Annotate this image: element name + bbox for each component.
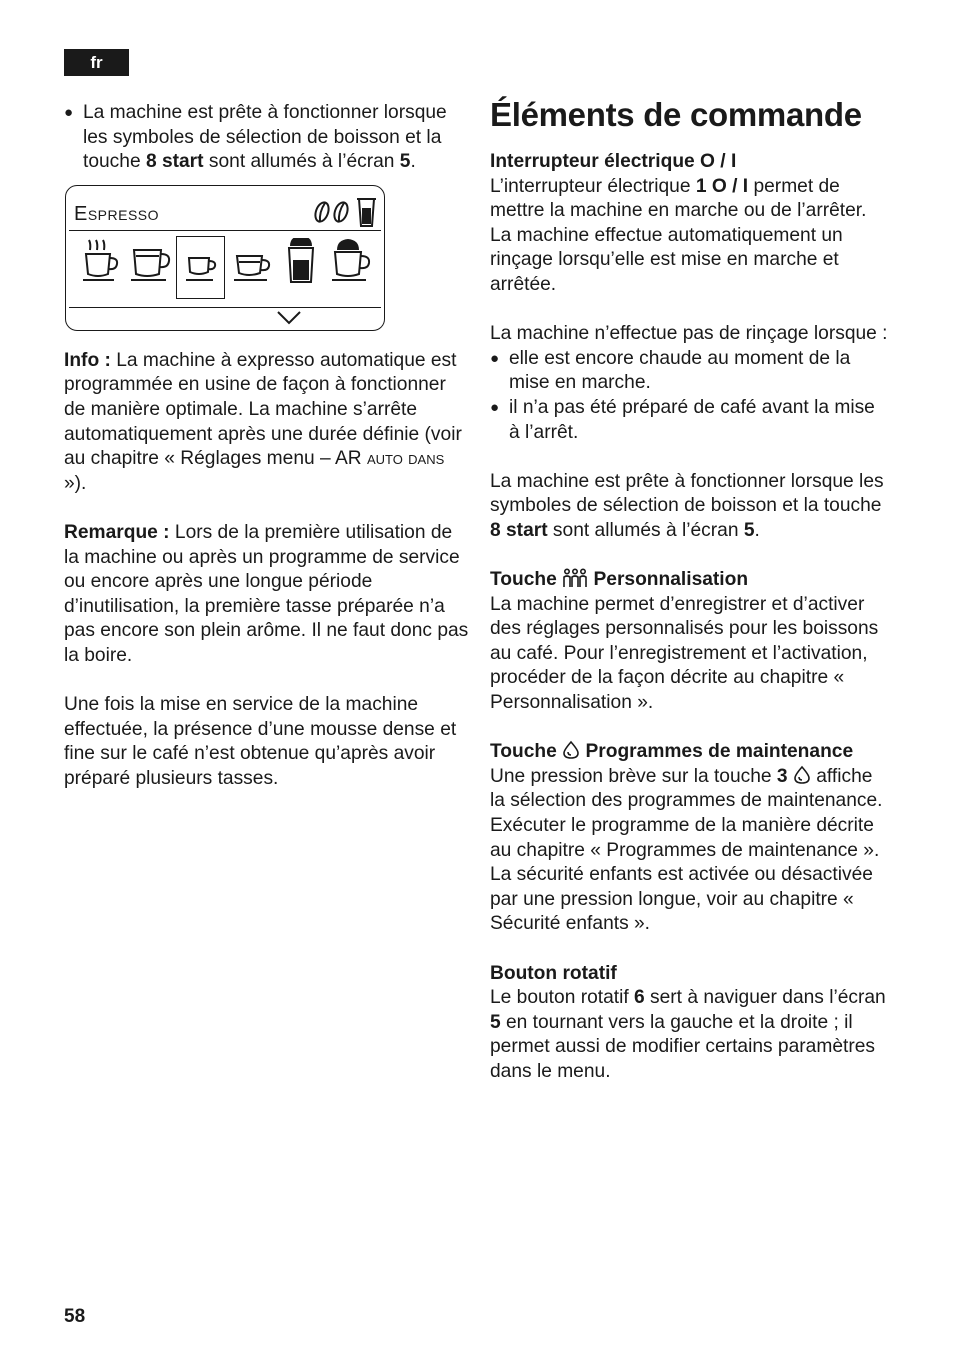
- bold-text: 3: [776, 765, 788, 787]
- remarque-paragraph: [64, 521, 469, 669]
- list-item: ● elle est encore chaude au moment de la mise en marche.: [490, 347, 890, 396]
- interrupteur-section: [490, 150, 890, 298]
- text: Le bouton rotatif: [490, 987, 635, 1009]
- cappuccino-icon[interactable]: [330, 238, 372, 288]
- display-panel: [65, 185, 385, 331]
- section-heading: [490, 569, 748, 590]
- bold-text: 5: [490, 1011, 501, 1033]
- text: .: [754, 519, 760, 541]
- text: Touche: [490, 569, 563, 591]
- bouton-section: [490, 962, 890, 1085]
- text: »).: [64, 472, 87, 494]
- text: Personnalisation: [588, 569, 749, 591]
- mousse-paragraph: Une fois la mise en service de la machine effectuée, la présence d’une mousse dense et fine sur le café n’est obtenue qu’après avoir préparé plusieurs tasses.: [64, 694, 457, 789]
- text: Touche: [490, 741, 563, 763]
- left-column: [64, 101, 469, 791]
- menu-term: auto dans: [366, 448, 445, 470]
- text: Une pression brève sur la touche: [490, 765, 777, 787]
- page-title: Éléments de commande: [490, 96, 862, 133]
- remarque-label: Remarque :: [64, 521, 170, 543]
- section-heading: Bouton rotatif: [490, 962, 617, 984]
- maintenance-section: [490, 740, 890, 937]
- personalisation-icon: [562, 568, 588, 588]
- page-number: 58: [64, 1306, 86, 1327]
- bold-text: 8 start: [145, 151, 204, 173]
- divider: [69, 307, 381, 308]
- prete-paragraph: [490, 470, 890, 544]
- text: sert à naviguer dans l’écran: [644, 987, 886, 1009]
- info-label: Info :: [64, 349, 111, 371]
- bold-text: 8 start: [490, 519, 548, 541]
- text: .: [410, 151, 416, 173]
- text: sont allumés à l’écran: [547, 519, 744, 541]
- text: permet de mettre la machine en marche ou de l’arrêter. La machine effectue automatiquement un rinçage lorsqu’elle est mise en marche et arrêtée.: [490, 175, 867, 295]
- language-tab: fr: [64, 49, 129, 76]
- maintenance-drop-icon: [562, 740, 580, 760]
- info-paragraph: [64, 349, 469, 497]
- text: L’interrupteur électrique: [490, 175, 696, 197]
- bold-text: 5: [399, 151, 411, 173]
- intro-bullet: [64, 101, 469, 175]
- text: en tournant vers la gauche et la droite ; il permet aussi de modifier certains paramètres dans le menu.: [490, 1011, 875, 1082]
- text: La machine permet d’enregistrer et d’activer des réglages personnalisés pour les boissons au café. Pour l’enregistrement et l’activation, procéder de la façon décrite au chapitre « Personnalisation ».: [490, 593, 879, 714]
- text: La machine est prête à fonctionner lorsque les symboles de sélection de boisson et la touche: [83, 102, 447, 173]
- section-heading: [490, 741, 853, 762]
- text: La machine à expresso automatique est programmée en usine de façon à fonctionner de manière optimale. La machine s’arrête automatiquement après une durée définie (voir au chapitre « Réglages menu – AR: [64, 349, 462, 470]
- coffee-cup-icon[interactable]: [80, 238, 120, 288]
- latte-macchiato-icon[interactable]: [284, 238, 318, 288]
- right-column: [490, 150, 890, 1085]
- chevron-down-icon[interactable]: [276, 310, 302, 326]
- coffee-strength-icon: [310, 196, 378, 230]
- coffee-mug-icon[interactable]: [129, 238, 171, 288]
- rincage-intro: La machine n’effectue pas de rinçage lorsque :: [490, 323, 888, 345]
- maintenance-drop-icon: [793, 765, 811, 785]
- text: La machine est prête à fonctionner lorsque les symboles de sélection de boisson et la touche: [490, 470, 884, 517]
- text: Programmes de maintenance: [580, 741, 854, 763]
- espresso-cup-icon[interactable]: [182, 238, 220, 288]
- bold-text: 6: [634, 987, 645, 1009]
- coffee-cup-icon[interactable]: [232, 238, 272, 288]
- text: La sécurité enfants est activée ou désactivée par une pression longue, voir au chapitre « Sécurité enfants ».: [490, 864, 873, 935]
- bold-text: 1 O / I: [695, 175, 749, 197]
- text: affiche la sélection des programmes de maintenance. Exécuter le programme de la manière décrite au chapitre « Programmes de maintenance ».: [490, 765, 883, 861]
- divider: [69, 230, 381, 231]
- list-item: ● il n’a pas été préparé de café avant la mise à l’arrêt.: [490, 396, 890, 445]
- text: Lors de la première utilisation de la machine ou après un programme de service ou encore après une longue période d’inutilisation, la première tasse préparée n’a pas encore son plein arôme. Il ne faut donc pas la boire.: [64, 521, 469, 666]
- display-label: Espresso: [74, 202, 160, 225]
- bold-text: 5: [743, 519, 755, 541]
- section-heading: Interrupteur électrique O / I: [490, 151, 737, 172]
- text: sont allumés à l’écran: [203, 151, 400, 173]
- personnalisation-section: [490, 568, 890, 716]
